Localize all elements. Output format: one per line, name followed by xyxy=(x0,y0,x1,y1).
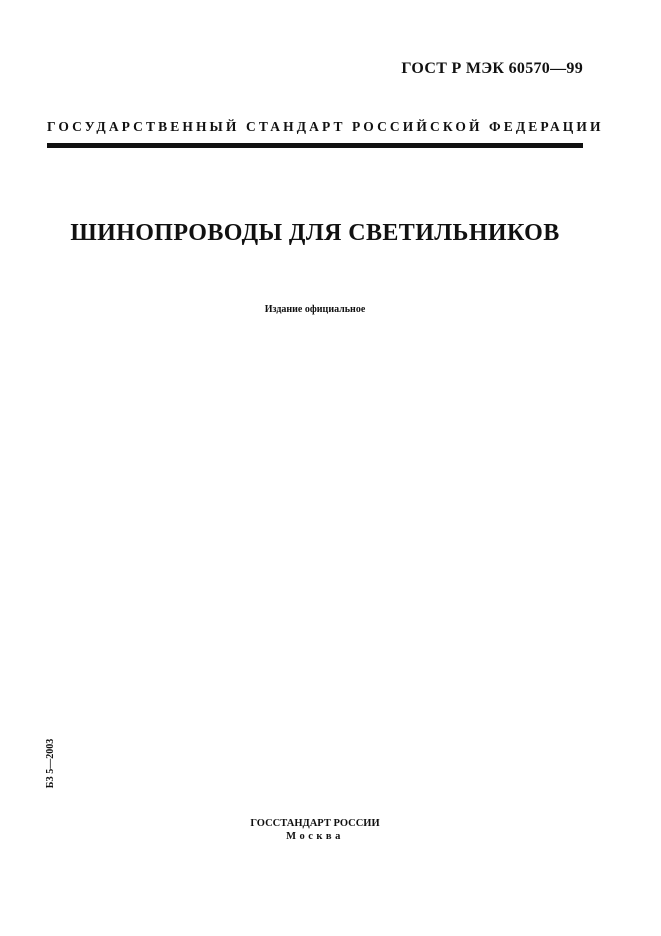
side-code: БЗ 5—2003 xyxy=(45,738,57,788)
edition-label: Издание официальное xyxy=(264,304,366,315)
publication-city: Москва xyxy=(286,831,344,842)
header-divider xyxy=(47,143,583,148)
document-code: ГОСТ Р МЭК 60570—99 xyxy=(401,60,583,77)
document-title: ШИНОПРОВОДЫ ДЛЯ СВЕТИЛЬНИКОВ xyxy=(70,220,560,246)
publisher: ГОССТАНДАРТ РОССИИ xyxy=(250,818,380,829)
state-standard-heading: ГОСУДАРСТВЕННЫЙ СТАНДАРТ РОССИЙСКОЙ ФЕДЕРАЦИИ xyxy=(47,119,604,134)
side-code-container xyxy=(44,740,58,786)
